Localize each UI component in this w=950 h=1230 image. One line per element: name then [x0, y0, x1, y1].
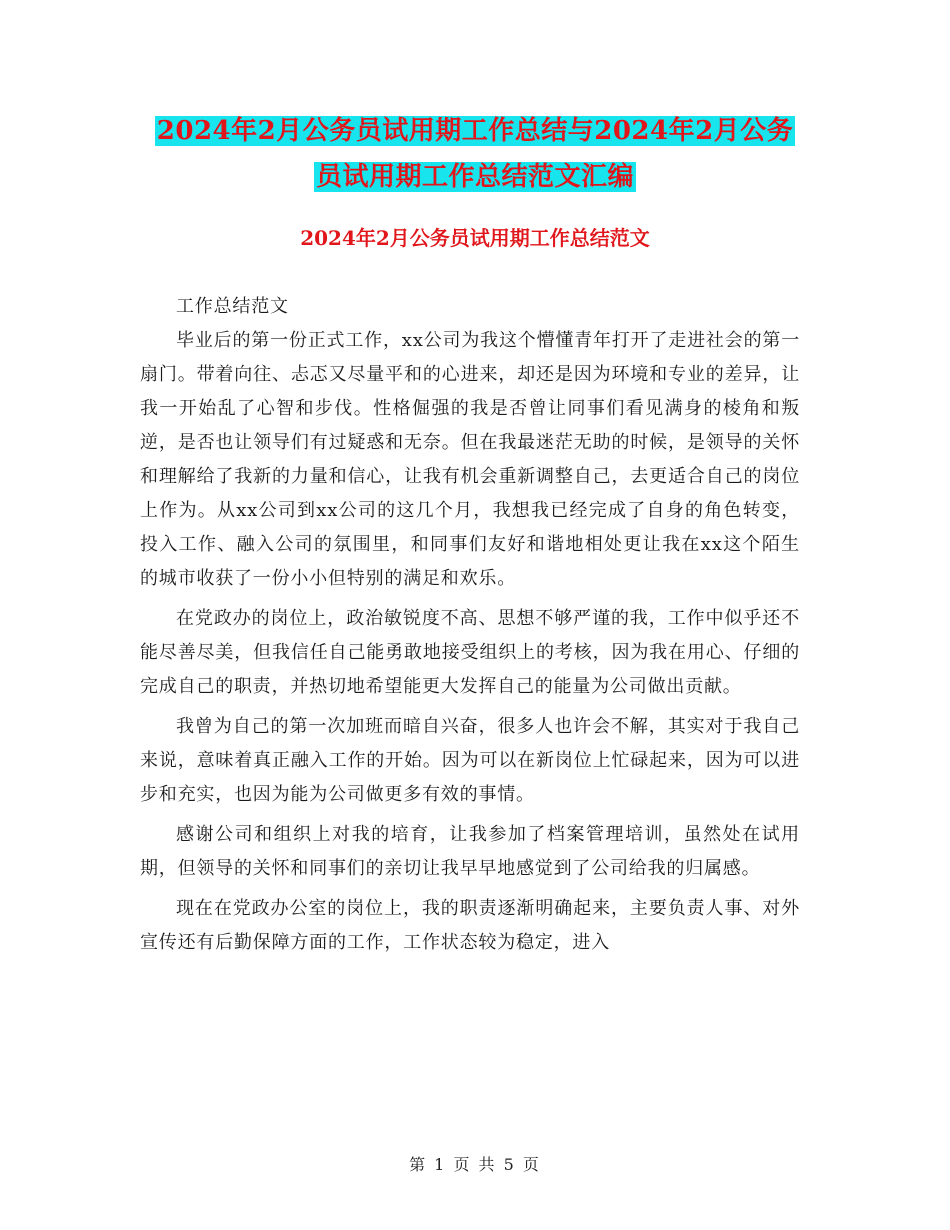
body-label: 工作总结范文 [176, 296, 289, 317]
section-title: 2024年2月公务员试用期工作总结范文 [300, 226, 650, 250]
document-title-line-2: 员试用期工作总结范文汇编 [315, 162, 634, 192]
body-paragraph: 我曾为自己的第一次加班而暗自兴奋，很多人也许会不解，其实对于我自己来说，意味着真正融入工作的开始。因为可以在新岗位上忙碌起来，因为可以进步和充实，也因为能为公司做更多有效的事情。 [140, 716, 800, 805]
body-paragraph: 毕业后的第一份正式工作，xx公司为我这个懵懂青年打开了走进社会的第一扇门。带着向往、忐忑又尽量平和的心进来，却还是因为环境和专业的差异，让我一开始乱了心智和步伐。性格倔强的我是否曾让同事们看见满身的棱角和叛逆，是否也让领导们有过疑惑和无奈。但在我最迷茫无助的时候，是领导的关怀和理解给了我新的力量和信心，让我有机会重新调整自己，去更适合自己的岗位上作为。从xx公司到xx公司的这几个月，我想我已经完成了自身的角色转变，投入工作、融入公司的氛围里，和同事们友好和谐地相处更让我在xx这个陌生的城市收获了一份小小但特别的满足和欢乐。 [140, 330, 800, 589]
body-paragraph: 现在在党政办公室的岗位上，我的职责逐渐明确起来，主要负责人事、对外宣传还有后勤保障方面的工作，工作状态较为稳定，进入 [140, 898, 800, 953]
document-body [140, 290, 800, 1110]
page-footer: 第 1 页 共 5 页 [409, 1155, 541, 1174]
body-paragraph: 感谢公司和组织上对我的培育，让我参加了档案管理培训，虽然处在试用期，但领导的关怀和同事们的亲切让我早早地感觉到了公司给我的归属感。 [140, 824, 800, 879]
body-paragraph: 在党政办的岗位上，政治敏锐度不高、思想不够严谨的我，工作中似乎还不能尽善尽美，但我信任自己能勇敢地接受组织上的考核，因为我在用心、仔细的完成自己的职责，并热切地希望能更大发挥自己的能量为公司做出贡献。 [140, 608, 800, 697]
document-title-line-1: 2024年2月公务员试用期工作总结与2024年2月公务 [156, 116, 794, 146]
document-title [150, 108, 800, 200]
